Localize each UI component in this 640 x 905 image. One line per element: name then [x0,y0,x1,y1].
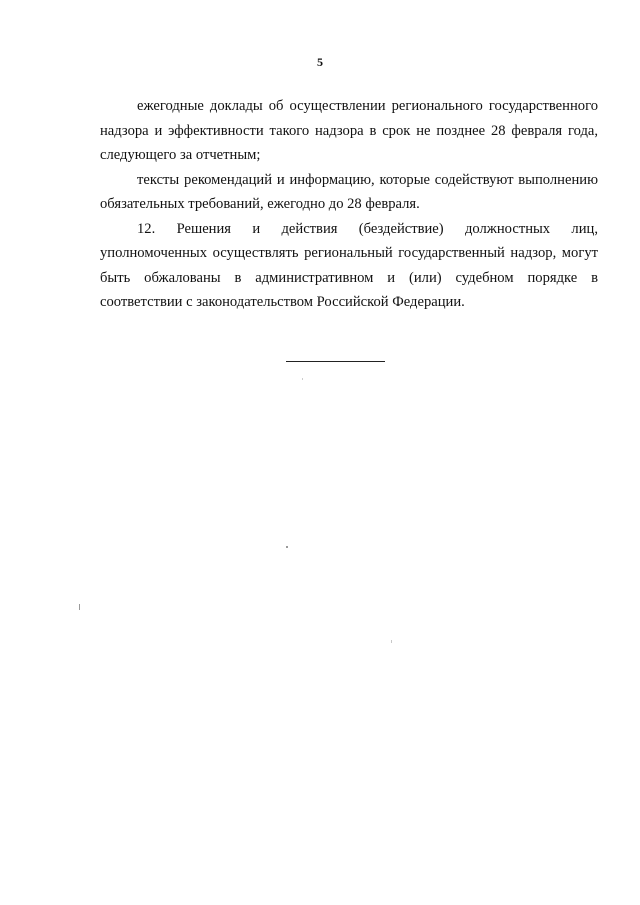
paragraph-annual-reports: ежегодные доклады об осуществлении регионального государственного надзора и эффективности такого надзора в срок не позднее 28 февраля года, следующего за отчетным; [100,98,598,163]
page-number: 5 [317,55,323,69]
scan-speck [391,640,392,643]
scan-speck [286,546,288,548]
end-separator-line [286,361,385,362]
paragraph-recommendations: тексты рекомендаций и информацию, которые содействуют выполнению обязательных требований, ежегодно до 28 февраля. [100,171,598,212]
scan-speck [79,604,80,610]
scan-speck [302,378,303,380]
body-text [100,94,598,315]
paragraph-12-appeals: 12. Решения и действия (бездействие) должностных лиц, уполномоченных осуществлять региональный государственный надзор, могут быть обжалованы в административном и (или) судебном порядке в соответствии с законодательством Российской Федерации. [100,220,598,310]
